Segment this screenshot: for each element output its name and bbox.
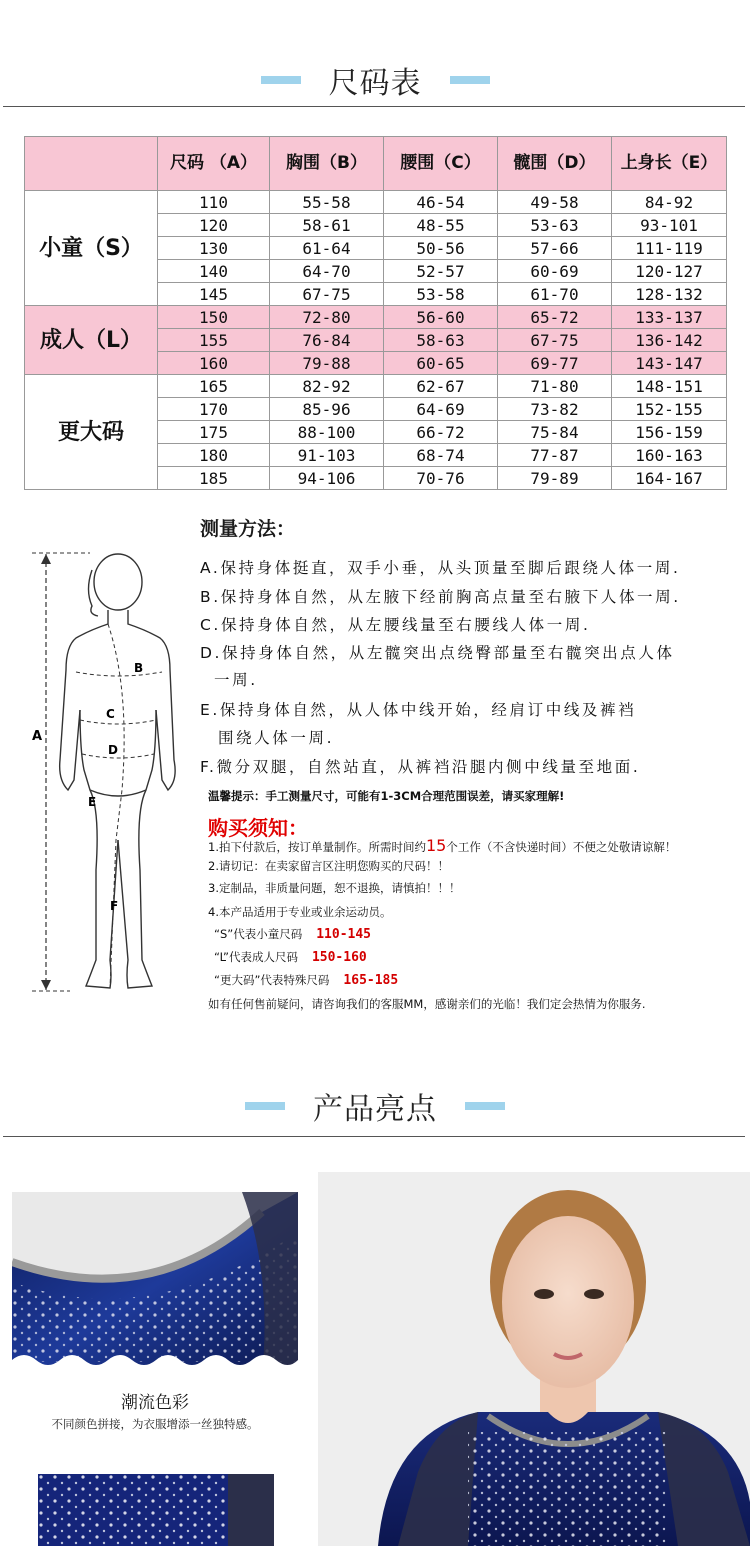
title-bar-left (261, 76, 301, 84)
cell-hip: 49-58 (498, 191, 612, 214)
cell-chest: 85-96 (270, 398, 384, 421)
header-blank (25, 137, 158, 191)
cell-waist: 52-57 (384, 260, 498, 283)
cell-chest: 58-61 (270, 214, 384, 237)
notice-4: 4.本产品适用于专业或业余运动员。 (208, 905, 392, 919)
method-a: A.保持身体挺直，双手小垂，从头顶量至脚后跟绕人体一周. (200, 559, 681, 577)
cell-size: 185 (158, 467, 270, 490)
cell-chest: 91-103 (270, 444, 384, 467)
tip-note: 温馨提示：手工测量尺寸，可能有1-3CM合理范围误差，请买家理解! (208, 789, 565, 803)
title-bar-right (450, 76, 490, 84)
highlights-title: 产品亮点 (313, 1092, 437, 1127)
size-s-note: “S”代表小童尺码 110-145 (214, 927, 372, 942)
cell-chest: 76-84 (270, 329, 384, 352)
label-a: A (32, 729, 43, 744)
cell-chest: 55-58 (270, 191, 384, 214)
cell-torso: 160-163 (612, 444, 727, 467)
cell-hip: 73-82 (498, 398, 612, 421)
cell-size: 180 (158, 444, 270, 467)
table-row (25, 306, 727, 329)
label-e: E (88, 795, 97, 809)
notice-1: 1.拍下付款后，按订单量制作。所需时间约15个工作（不含快递时间）不便之处敬请谅解！ (208, 836, 677, 855)
table-row (25, 191, 727, 214)
cell-size: 110 (158, 191, 270, 214)
cell-waist: 50-56 (384, 237, 498, 260)
model-photo (318, 1172, 750, 1546)
label-b: B (134, 661, 144, 675)
method-d-line2: 一周. (214, 671, 258, 689)
measurement-title: 测量方法： (200, 518, 296, 540)
size-l-note: “L”代表成人尺码 150-160 (214, 950, 367, 965)
header-torso: 上身长（E） (612, 137, 727, 191)
cell-waist: 56-60 (384, 306, 498, 329)
cell-waist: 58-63 (384, 329, 498, 352)
cell-hip: 57-66 (498, 237, 612, 260)
header-size: 尺码 （A） (158, 137, 270, 191)
size-table (24, 136, 727, 490)
cell-torso: 156-159 (612, 421, 727, 444)
title-bar-left (245, 1102, 285, 1110)
cell-waist: 46-54 (384, 191, 498, 214)
purchase-notice-title: 购买须知： (208, 816, 308, 840)
cell-chest: 61-64 (270, 237, 384, 260)
size-table-header (25, 137, 727, 191)
method-d-line1: D.保持身体自然，从左髋突出点绕臀部量至右髋突出点人体 (200, 644, 675, 662)
cell-waist: 53-58 (384, 283, 498, 306)
cell-size: 120 (158, 214, 270, 237)
size-xl-note: “更大码”代表特殊尺码 165-185 (214, 973, 399, 988)
cell-hip: 71-80 (498, 375, 612, 398)
cell-hip: 77-87 (498, 444, 612, 467)
method-f: F.微分双腿，自然站直，从裤裆沿腿内侧中线量至地面. (200, 758, 641, 776)
cell-chest: 72-80 (270, 306, 384, 329)
production-days: 15 (425, 836, 447, 855)
cell-torso: 111-119 (612, 237, 727, 260)
cell-size: 155 (158, 329, 270, 352)
label-d: D (108, 743, 118, 757)
cell-chest: 67-75 (270, 283, 384, 306)
cell-torso: 128-132 (612, 283, 727, 306)
cell-waist: 60-65 (384, 352, 498, 375)
method-c: C.保持身体自然，从左腰线量至右腰线人体一周. (200, 616, 591, 634)
feature-description: 不同颜色拼接，为衣服增添一丝独特感。 (51, 1417, 259, 1431)
cell-size: 170 (158, 398, 270, 421)
cell-hip: 53-63 (498, 214, 612, 237)
header-waist: 腰围（C） (384, 137, 498, 191)
header-chest: 胸围（B） (270, 137, 384, 191)
cell-waist: 48-55 (384, 214, 498, 237)
size-group-label: 更大码 (25, 375, 158, 490)
size-group-label: 成人（L） (25, 306, 158, 375)
notice-2: 2.请切记：在卖家留言区注明您购买的尺码！！ (208, 859, 449, 873)
method-e-line2: 围绕人体一周. (218, 729, 335, 747)
cell-size: 130 (158, 237, 270, 260)
cell-chest: 82-92 (270, 375, 384, 398)
header-hip: 髋围（D） (498, 137, 612, 191)
cell-torso: 143-147 (612, 352, 727, 375)
cell-chest: 94-106 (270, 467, 384, 490)
cell-torso: 133-137 (612, 306, 727, 329)
size-chart-heading (0, 58, 750, 102)
cell-torso: 93-101 (612, 214, 727, 237)
cell-hip: 69-77 (498, 352, 612, 375)
label-c: C (106, 707, 115, 721)
method-b: B.保持身体自然，从左腋下经前胸高点量至右腋下人体一周. (200, 588, 681, 606)
cell-torso: 152-155 (612, 398, 727, 421)
cell-hip: 67-75 (498, 329, 612, 352)
cell-chest: 79-88 (270, 352, 384, 375)
method-e-line1: E.保持身体自然，从人体中线开始，经肩订中线及裤裆 (200, 701, 637, 719)
cell-hip: 61-70 (498, 283, 612, 306)
cell-size: 145 (158, 283, 270, 306)
cell-torso: 148-151 (612, 375, 727, 398)
divider (3, 106, 745, 107)
divider (3, 1136, 745, 1137)
cell-torso: 136-142 (612, 329, 727, 352)
title-bar-right (465, 1102, 505, 1110)
cell-torso: 120-127 (612, 260, 727, 283)
cell-chest: 64-70 (270, 260, 384, 283)
service-note: 如有任何售前疑问，请咨询我们的客服MM，感谢亲们的光临！我们定会热情为你服务. (208, 997, 646, 1011)
table-row (25, 375, 727, 398)
cell-waist: 70-76 (384, 467, 498, 490)
cell-waist: 62-67 (384, 375, 498, 398)
cell-waist: 64-69 (384, 398, 498, 421)
cell-waist: 68-74 (384, 444, 498, 467)
cell-torso: 164-167 (612, 467, 727, 490)
cell-size: 140 (158, 260, 270, 283)
cell-size: 175 (158, 421, 270, 444)
notice-3: 3.定制品，非质量问题，恕不退换，请慎拍！！！ (208, 881, 461, 895)
size-chart-title: 尺码表 (328, 66, 422, 101)
fabric-closeup-photo (12, 1192, 298, 1378)
cell-hip: 79-89 (498, 467, 612, 490)
size-group-label: 小童（S） (25, 191, 158, 306)
feature-title: 潮流色彩 (121, 1393, 189, 1413)
fabric-sparkle-photo (38, 1474, 274, 1546)
cell-hip: 65-72 (498, 306, 612, 329)
body-measurement-figure (30, 540, 200, 1000)
label-f: F (110, 899, 119, 913)
cell-torso: 84-92 (612, 191, 727, 214)
cell-size: 165 (158, 375, 270, 398)
cell-hip: 75-84 (498, 421, 612, 444)
cell-chest: 88-100 (270, 421, 384, 444)
cell-hip: 60-69 (498, 260, 612, 283)
cell-size: 160 (158, 352, 270, 375)
cell-waist: 66-72 (384, 421, 498, 444)
highlights-heading (0, 1084, 750, 1128)
cell-size: 150 (158, 306, 270, 329)
